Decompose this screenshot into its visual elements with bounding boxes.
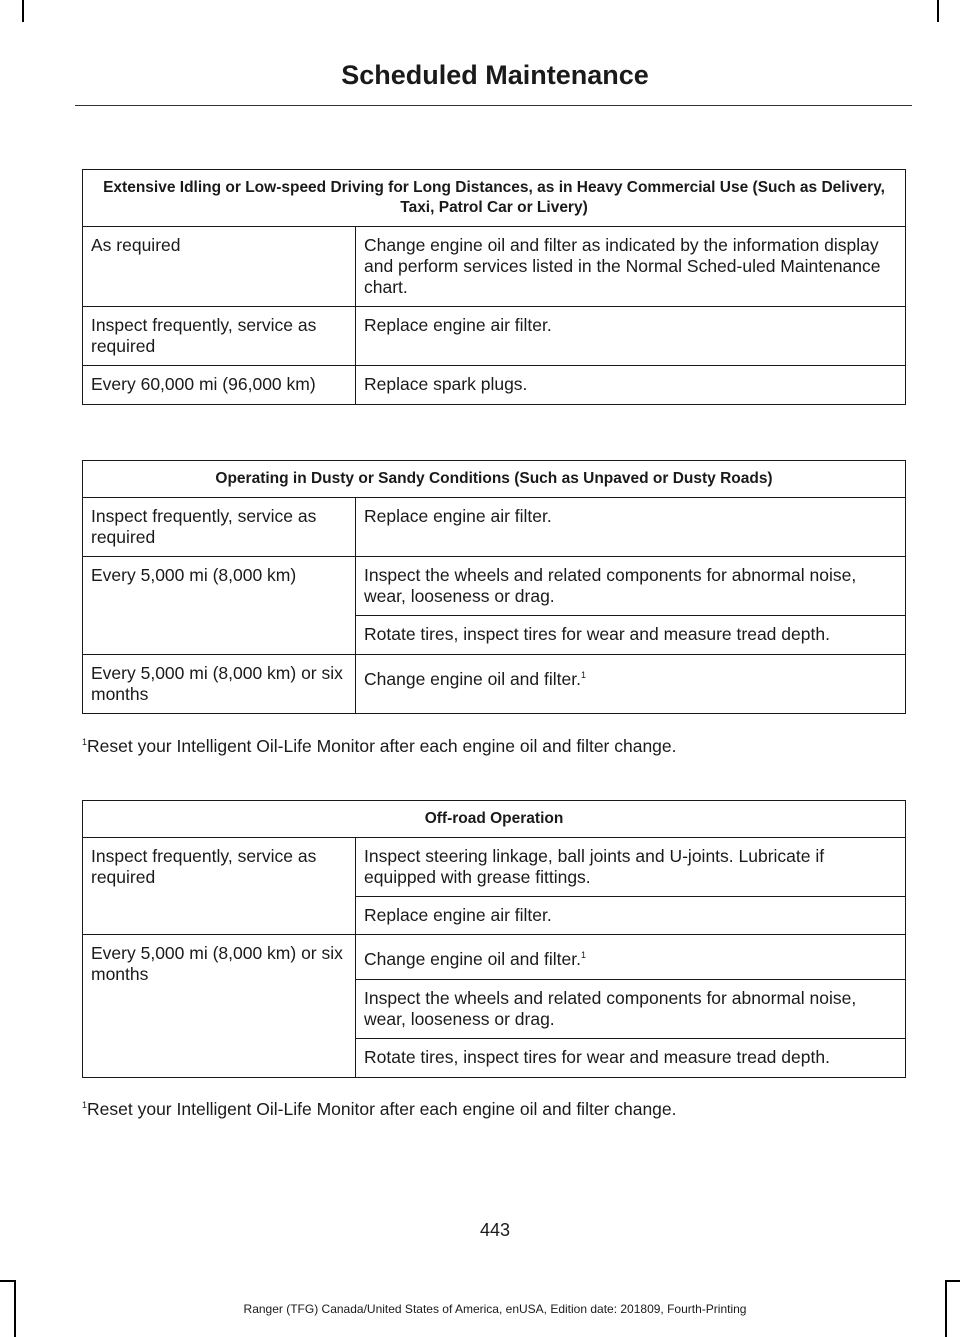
maintenance-table-offroad [82, 800, 906, 1078]
action-cell: Rotate tires, inspect tires for wear and measure tread depth. [356, 616, 906, 655]
action-cell: Inspect the wheels and related components for abnormal noise, wear, looseness or drag. [356, 980, 906, 1039]
edition-info: Ranger (TFG) Canada/United States of America, enUSA, Edition date: 201809, Fourth-Printing [243, 1302, 747, 1316]
table-row [83, 838, 906, 897]
table-row [83, 227, 906, 307]
action-text: Change engine oil and filter. [364, 669, 581, 689]
crop-mark [0, 1280, 14, 1282]
table-row [83, 366, 906, 405]
footnote [82, 736, 677, 757]
footnote-text: Reset your Intelligent Oil-Life Monitor after each engine oil and filter change. [87, 736, 677, 756]
crop-mark [22, 0, 24, 22]
table-heading-row [83, 170, 906, 227]
footnote-marker: 1 [82, 1100, 88, 1111]
table-heading: Operating in Dusty or Sandy Conditions (Such as Unpaved or Dusty Roads) [83, 461, 906, 498]
table-row [83, 557, 906, 616]
interval-cell: Every 60,000 mi (96,000 km) [83, 366, 356, 405]
footnote-marker: 1 [82, 737, 88, 748]
action-cell: Inspect steering linkage, ball joints and U-joints. Lubricate if equipped with grease fittings. [356, 838, 906, 897]
footnote-marker: 1 [580, 950, 586, 961]
table-row [83, 935, 906, 980]
action-cell: Inspect the wheels and related components for abnormal noise, wear, looseness or drag. [356, 557, 906, 616]
action-cell: Replace spark plugs. [356, 366, 906, 405]
crop-mark [937, 0, 939, 22]
action-cell: Change engine oil and filter as indicated by the information display and perform services listed in the Normal Sched-uled Maintenance chart. [356, 227, 906, 307]
table-heading: Off-road Operation [83, 801, 906, 838]
page-number: 443 [479, 1220, 511, 1240]
table-row [83, 307, 906, 366]
table-heading-row [83, 801, 906, 838]
action-cell [356, 935, 906, 980]
maintenance-table-heavy-use [82, 169, 906, 405]
action-cell: Replace engine air filter. [356, 897, 906, 935]
table-row [83, 655, 906, 714]
table-heading-row [83, 461, 906, 498]
crop-mark [945, 1280, 960, 1282]
action-cell: Rotate tires, inspect tires for wear and measure tread depth. [356, 1039, 906, 1078]
footnote [82, 1099, 677, 1120]
interval-cell: Inspect frequently, service as required [83, 838, 356, 935]
interval-cell: Inspect frequently, service as required [83, 498, 356, 557]
interval-cell: Every 5,000 mi (8,000 km) [83, 557, 356, 655]
table-heading: Extensive Idling or Low-speed Driving for Long Distances, as in Heavy Commercial Use (Such as Delivery, Taxi, Patrol Car or Livery) [83, 170, 906, 227]
action-cell [356, 655, 906, 714]
interval-cell: As required [83, 227, 356, 307]
interval-cell: Every 5,000 mi (8,000 km) or six months [83, 935, 356, 1078]
maintenance-table-dusty [82, 460, 906, 714]
table-row [83, 498, 906, 557]
action-cell: Replace engine air filter. [356, 307, 906, 366]
interval-cell: Inspect frequently, service as required [83, 307, 356, 366]
interval-cell: Every 5,000 mi (8,000 km) or six months [83, 655, 356, 714]
action-text: Change engine oil and filter. [364, 949, 581, 969]
footnote-text: Reset your Intelligent Oil-Life Monitor after each engine oil and filter change. [87, 1099, 677, 1119]
action-cell: Replace engine air filter. [356, 498, 906, 557]
page-title: Scheduled Maintenance [341, 60, 649, 90]
title-divider [75, 105, 912, 106]
footnote-marker: 1 [580, 670, 586, 681]
